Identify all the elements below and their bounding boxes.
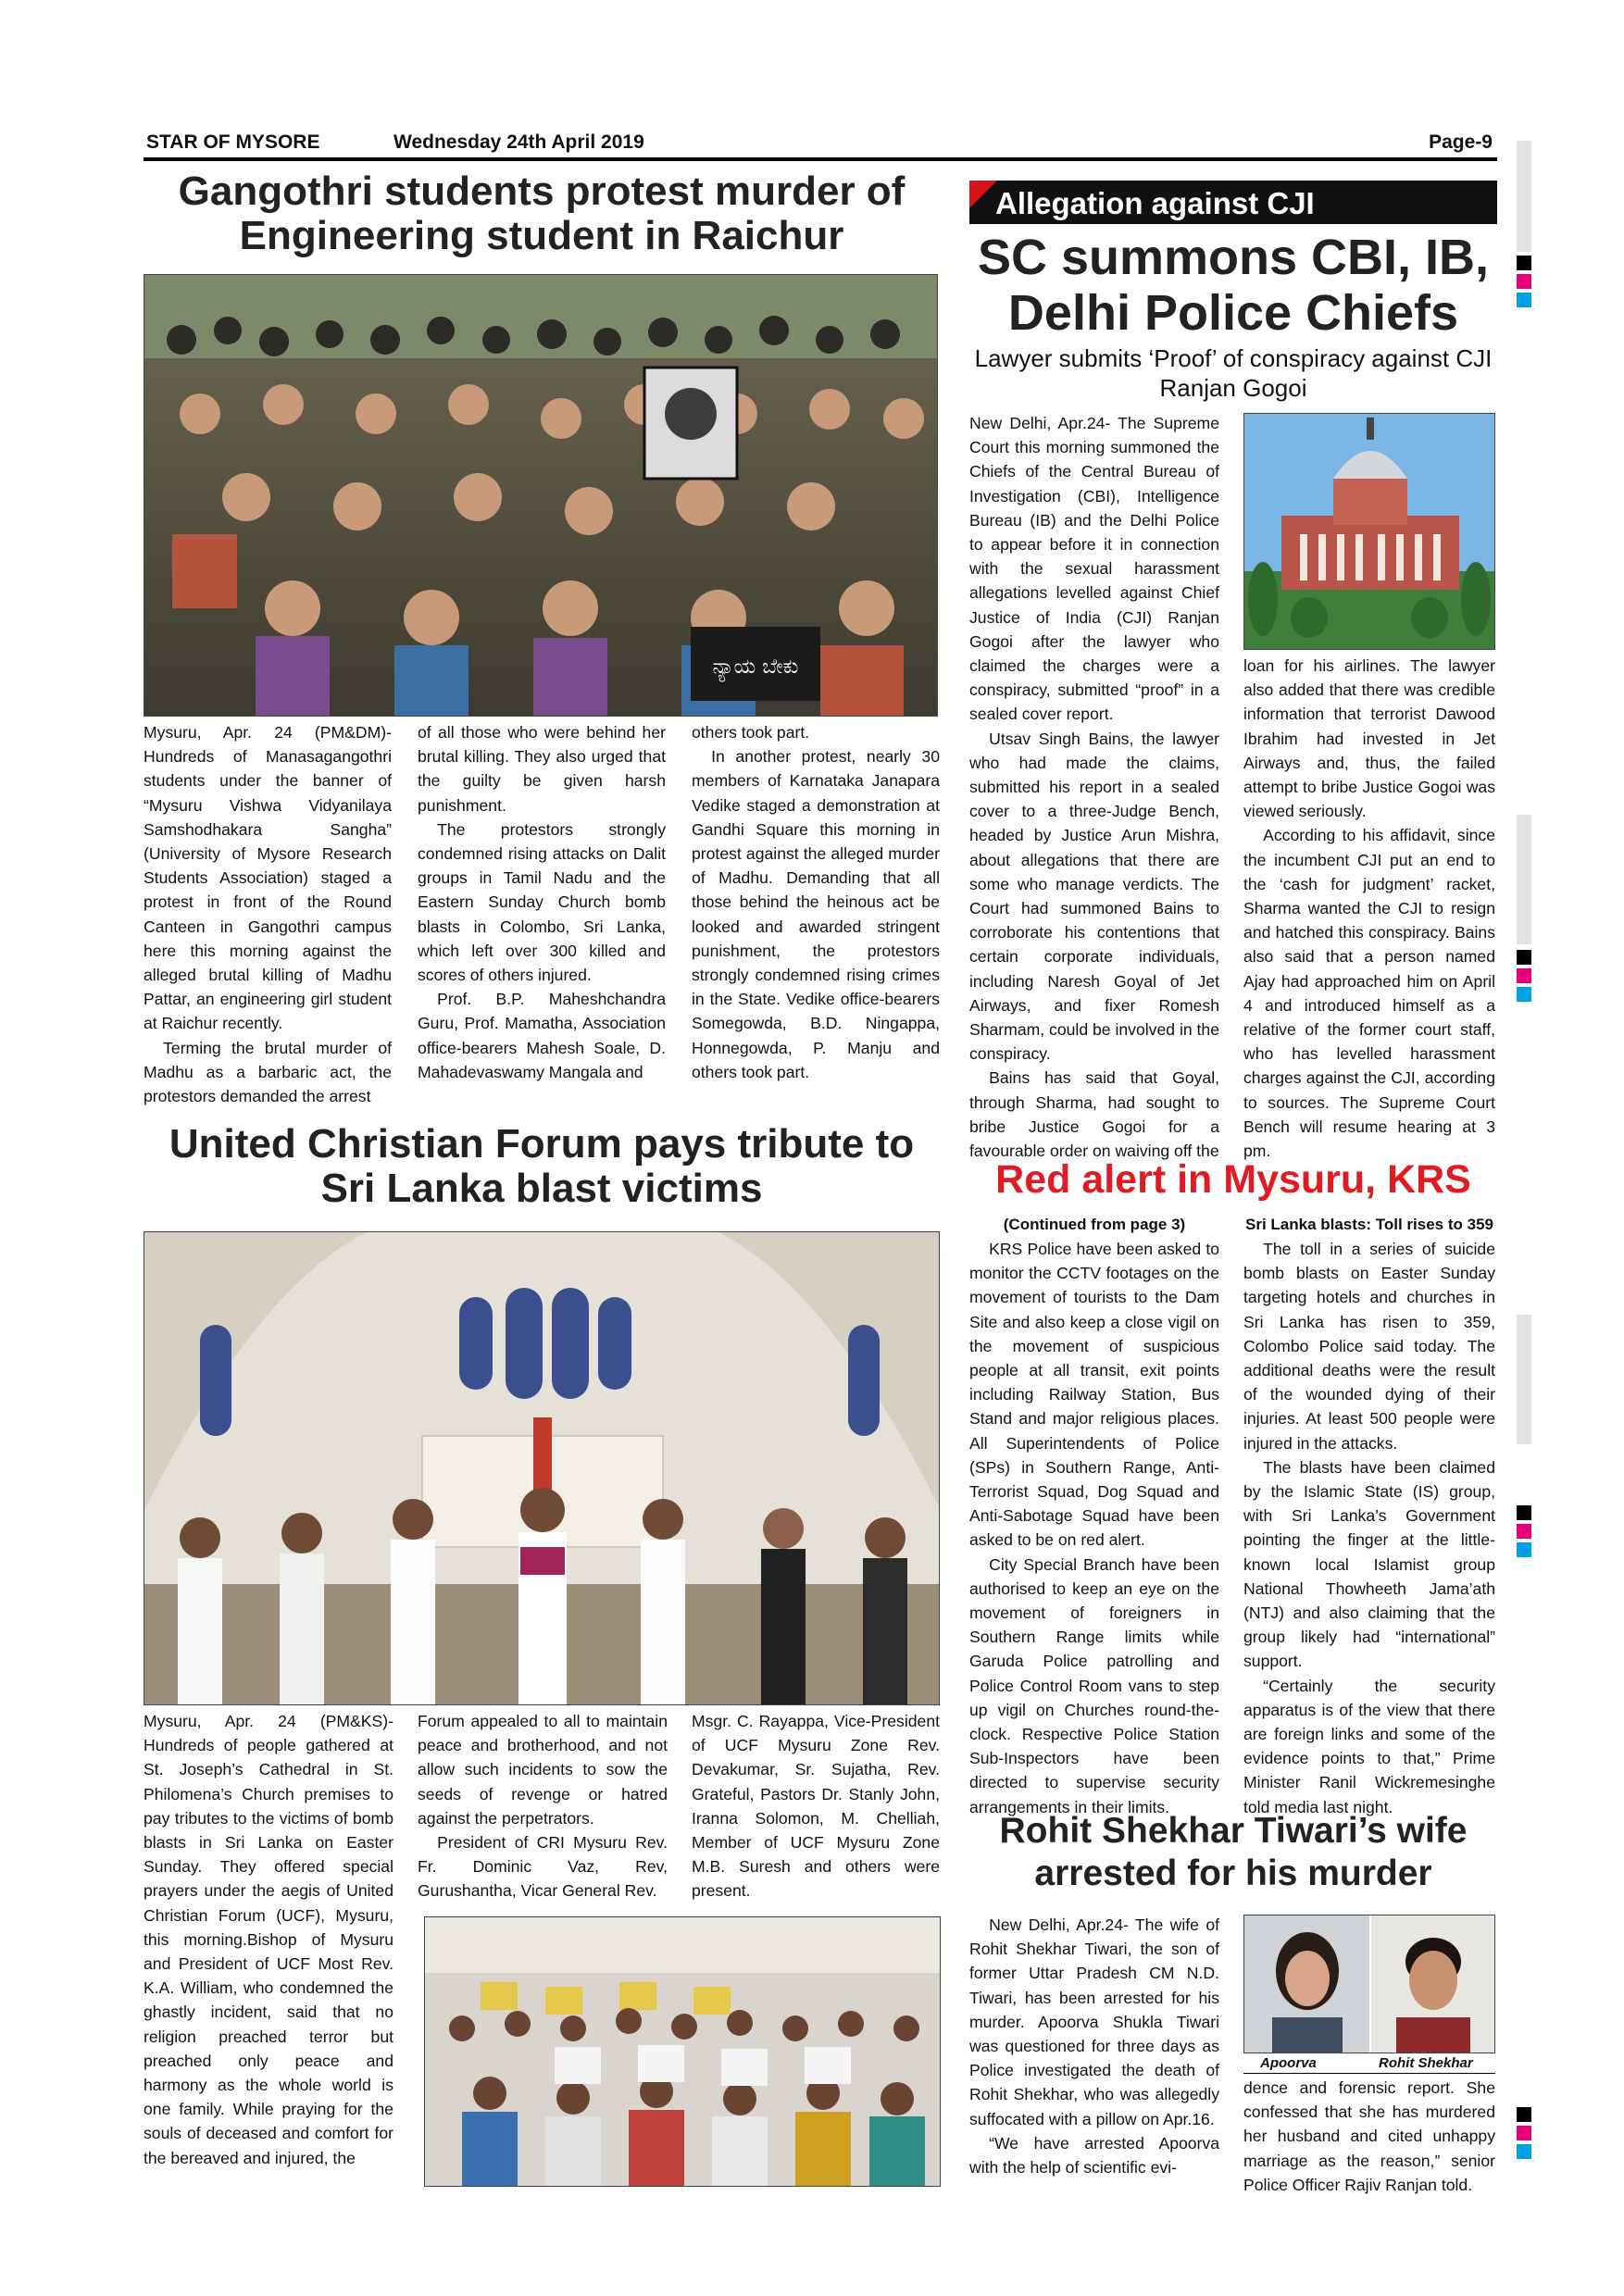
- paragraph: “We have arrested Apoorva with the help of scientific evi-: [969, 2133, 1219, 2177]
- paragraph: President of CRI Mysuru Rev. Fr. Dominic Vaz, Rev, Gurushantha, Vicar General Rev.: [418, 1833, 668, 1901]
- cji-col-1: [969, 411, 1219, 1163]
- paragraph: loan for his airlines. The lawyer also added that there was credible information that terrorist Dawood Ibrahim had invested in Jet Airways and, thus, the failed attempt to bribe Justice Gogoi was viewed seriously.: [1243, 656, 1495, 821]
- masthead-rule: [144, 157, 1497, 161]
- paragraph: Terming the brutal murder of Madhu as a barbaric act, the protestors demanded the arrest: [144, 1038, 392, 1106]
- reg-black: [1517, 950, 1531, 965]
- continued-note: (Continued from page 3): [1003, 1216, 1186, 1233]
- reg-cyan: [1517, 987, 1531, 1002]
- reg-black: [1517, 1505, 1531, 1520]
- gangothri-col-1: [144, 720, 392, 1108]
- paragraph: of all those who were behind her brutal killing. They also urged that the guilty be given harsh punishment.: [418, 723, 666, 815]
- paragraph: The toll in a series of suicide bomb blasts on Easter Sunday targeting hotels and churches in Sri Lanka has risen to 359, Colombo Police said today. The additional deaths were the result of the wounded dying of their injuries. At least 500 people were injured in the attacks.: [1243, 1240, 1495, 1453]
- color-bar-low: [1517, 1315, 1531, 1444]
- paragraph: “Certainly the security apparatus is of the view that there are foreign links and some of the evidence points to that,” Prime Minister Ranil Wickremesinghe told media last night.: [1243, 1676, 1495, 1816]
- paragraph: Mysuru, Apr. 24 (PM&DM)- Hundreds of Manasagangothri students under the banner of “Mysuru Vishwa Vidyanilaya Samshodhakara Sangha” (University of Mysore Research Students Association) staged a protest in front of the Round Canteen in Gangothri campus here this morning against the alleged brutal killing of Madhu Pattar, an engineering girl student at Raichur recently.: [144, 723, 392, 1033]
- paragraph: Mysuru, Apr. 24 (PM&KS)- Hundreds of people gathered at St. Joseph’s Cathedral in St. Philomena’s Church premises to pay tributes to the victims of bomb blasts in Sri Lanka on Easter Sunday. They offered special prayers under the aegis of United Christian Forum (UCF), Mysuru, this morning.Bishop of Mysuru and President of UCF Most Rev. K.A. William, who condemned the ghastly incident, said that no religion preached terror but preached only peace and harmony as the whole world is one family. While praying for the souls of deceased and comfort for the bereaved and injured, the: [144, 1712, 394, 2167]
- tiwari-col-2: [1243, 2076, 1495, 2197]
- paragraph: New Delhi, Apr.24- The wife of Rohit Shekhar Tiwari, the son of former Uttar Pradesh CM N.D. Tiwari, has been arrested for his murder. Apoorva Shukla Tiwari was questioned for three days as Police investigated the death of Rohit Shekhar, who was allegedly suffocated with a pillow on Apr.16.: [969, 1915, 1219, 2128]
- paragraph: The protestors strongly condemned rising attacks on Dalit groups in Tamil Nadu and the Eastern Sunday Church bomb blasts in Colombo, Sri Lanka, which left over 300 killed and scores of others injured.: [418, 819, 666, 985]
- tiwari-col-1: [969, 1913, 1219, 2179]
- ucf-headline: United Christian Forum pays tribute to Sri Lanka blast victims: [169, 1121, 915, 1211]
- protest-sign-text: ನ್ಯಾಯ ಬೇಕು: [712, 655, 799, 679]
- red-alert-column: [969, 1213, 1219, 1819]
- paragraph: Utsav Singh Bains, the lawyer who had made the claims, submitted his report in a sealed cover to a three-Judge Bench, headed by Justice Arun Mishra, about allegations that there are some who manage verdicts. The Court had summoned Bains to corroborate his contentions that certain corporate individuals, including Naresh Goyal of Jet Airways, and fixer Romesh Sharmam, could be involved in the conspiracy.: [969, 729, 1219, 1064]
- paragraph: KRS Police have been asked to monitor the CCTV footages on the movement of tourists to the Dam Site and also keep a close vigil on the movement of suspicious people at all transit, exit points including Railway Station, Bus Stand and major religious places. All Superintendents of Police (SPs) in Southern Range, Anti-Terrorist Squad, Dog Squad and Anti-Sabotage Squad have been asked to be on red alert.: [969, 1240, 1219, 1550]
- gangothri-headline: Gangothri students protest murder of Engineering student in Raichur: [178, 168, 906, 258]
- reg-cyan: [1517, 2144, 1531, 2159]
- red-alert-headline: Red alert in Mysuru, KRS: [995, 1157, 1471, 1202]
- reg-magenta: [1517, 274, 1531, 289]
- gangothri-col-2: [418, 720, 666, 1084]
- paragraph: According to his affidavit, since the incumbent CJI put an end to the ‘cash for judgment’ racket, Sharma wanted the CJI to resign and hatched this conspiracy. Bains also said that a person named Ajay had approached him on April 4 and introduced himself as a relative of the former court staff, who has levelled harassment charges against the CJI, according to sources. The Supreme Court Bench will resume hearing at 3 pm.: [1243, 826, 1495, 1161]
- cji-subhead: Lawyer submits ‘Proof’ of conspiracy against CJI Ranjan Gogoi: [974, 344, 1493, 402]
- paragraph: Msgr. C. Rayappa, Vice-President of UCF Mysuru Zone Rev. Devakumar, Sr. Sujatha, Rev. Grateful, Pastors Dr. Stanly John, Iranna Solomon, M. Chelliah, Member of UCF Mysuru Zone M.B. Suresh and others were present.: [692, 1712, 940, 1901]
- color-bar-mid: [1517, 815, 1531, 944]
- paragraph: Forum appealed to all to maintain peace and brotherhood, and not allow such incidents to sow the seeds of revenge or hatred against the perpetrators.: [418, 1712, 668, 1828]
- sri-lanka-subhead: Sri Lanka blasts: Toll rises to 359: [1244, 1216, 1493, 1233]
- cathedral-tribute-photo: [144, 1231, 940, 1705]
- cji-kicker-text: Allegation against CJI: [995, 186, 1315, 220]
- tiwari-caption-bar: [1243, 2053, 1495, 2074]
- issue-date: Wednesday 24th April 2019: [394, 131, 644, 153]
- paragraph: The blasts have been claimed by the Islamic State (IS) group, with Sri Lanka’s Government pointing the finger at the little-known local Islamist group National Thowheeth Jama’ath (NTJ) and also claiming that the group likely had “international” support.: [1243, 1457, 1495, 1671]
- cji-col-2: [1243, 654, 1495, 1163]
- reg-black: [1517, 256, 1531, 270]
- gangothri-col-3: [692, 720, 940, 1084]
- paragraph: others took part.: [692, 723, 810, 742]
- caption-apoorva: Apoorva: [1260, 2055, 1317, 2071]
- supreme-court-photo: [1243, 413, 1495, 650]
- reg-magenta: [1517, 968, 1531, 983]
- cji-headline: SC summons CBI, IB, Delhi Police Chiefs: [977, 230, 1490, 342]
- color-bar-top: [1517, 141, 1531, 252]
- gangothri-protest-photo: [144, 274, 938, 717]
- paper-name: STAR OF MYSORE: [146, 131, 320, 153]
- ucf-col-1: [144, 1709, 394, 2170]
- paragraph: City Special Branch have been authorised to keep an eye on the movement of foreigners in Southern Range limits while Garuda Police patrolling and Police Control Room vans to step up vigil on Churches round-the-clock. Respective Police Station Sub-Inspectors have been directed to supervise security arrangements in their limits.: [969, 1554, 1219, 1816]
- paragraph: In another protest, nearly 30 members of Karnataka Janapara Vedike staged a demonstration at Gandhi Square this morning in protest against the alleged murder of Madhu. Demanding that all those behind the heinous act be looked and awarded stringent punishment, the protestors strongly condemned rising crimes in the State. Vedike office-bearers Somegowda, B.D. Ningappa, Honnegowda, P. Manju and others took part.: [692, 747, 940, 1081]
- reg-magenta: [1517, 1524, 1531, 1539]
- paragraph: Prof. B.P. Maheshchandra Guru, Prof. Mamatha, Association office-bearers Mahesh Soale, D. Mahadevaswamy Mangala and: [418, 990, 666, 1081]
- tiwari-headline: Rohit Shekhar Tiwari’s wife arrested for his murder: [999, 1811, 1468, 1894]
- kicker-red-corner: [969, 181, 997, 208]
- caption-rohit: Rohit Shekhar: [1379, 2055, 1473, 2071]
- sri-lanka-column: [1243, 1213, 1495, 1819]
- reg-magenta: [1517, 2126, 1531, 2140]
- paragraph: Bains has said that Goyal, through Sharma, had sought to bribe Justice Gogoi for a favourable order on waiving off the: [969, 1068, 1219, 1161]
- reg-cyan: [1517, 1542, 1531, 1557]
- paragraph: dence and forensic report. She confessed that she has murdered her husband and cited unhappy marriage as the reason,” senior Police Officer Rajiv Ranjan told.: [1243, 2078, 1495, 2194]
- masthead: [144, 128, 1497, 159]
- tiwari-portraits: [1243, 1915, 1495, 2053]
- page-number: Page-9: [1429, 131, 1493, 153]
- cji-kicker-bar: [969, 181, 1497, 224]
- ucf-col-2: [418, 1709, 668, 1903]
- reg-cyan: [1517, 293, 1531, 307]
- reg-black: [1517, 2107, 1531, 2122]
- ucf-col-3: [692, 1709, 940, 1903]
- paragraph: New Delhi, Apr.24- The Supreme Court this morning summoned the Chiefs of the Central Bureau of Investigation (CBI), Intelligence Bureau (IB) and the Delhi Police to appear before it in connection with the sexual harassment allegations levelled against Chief Justice of India (CJI) Ranjan Gogoi after the lawyer who claimed the charges were a conspiracy, submitted “proof” in a sealed cover report.: [969, 414, 1219, 724]
- congregation-photo: [424, 1916, 941, 2187]
